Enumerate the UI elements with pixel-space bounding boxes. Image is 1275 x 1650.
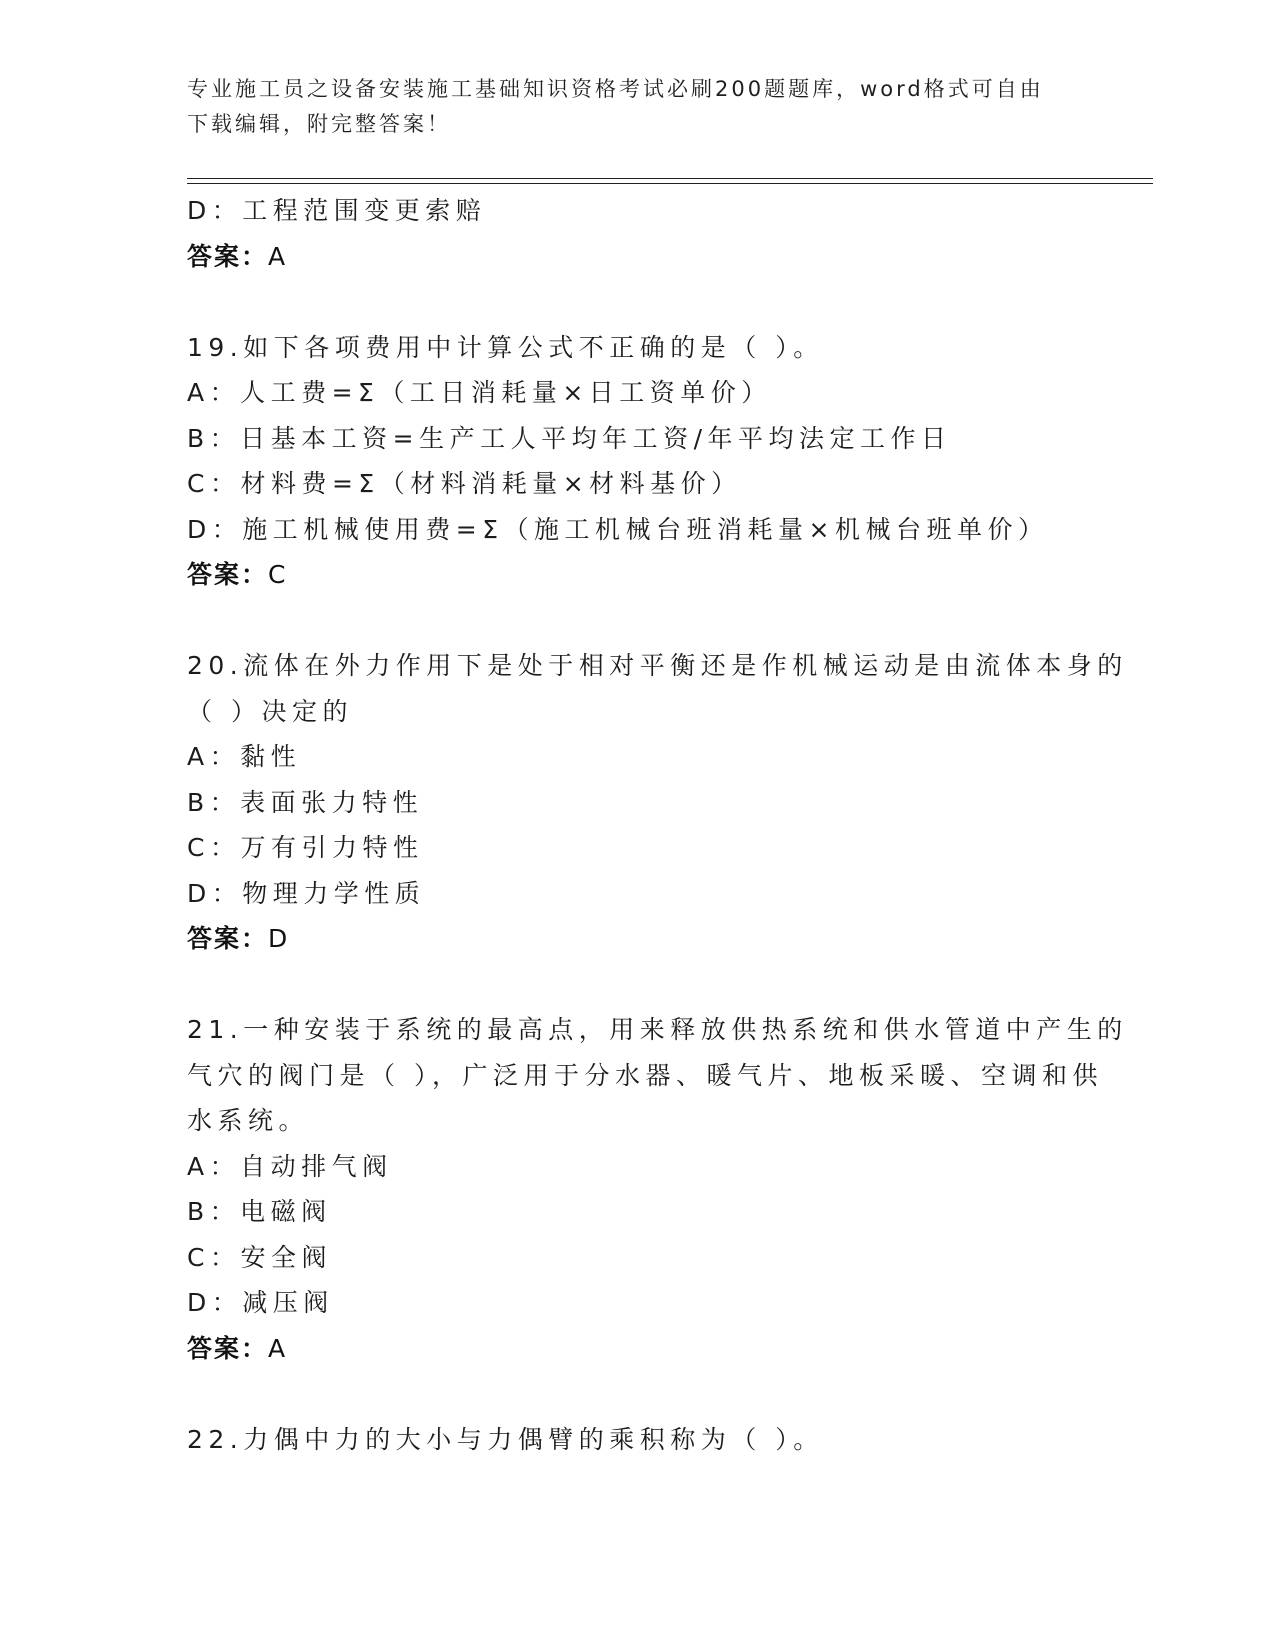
- spacer: [187, 962, 1087, 1008]
- option-b: B：电磁阀: [187, 1197, 332, 1226]
- answer-label: 答案：: [187, 241, 269, 271]
- option-b: B：表面张力特性: [187, 787, 424, 817]
- question-block-18: [187, 188, 1087, 279]
- spacer: [187, 1371, 1087, 1417]
- header-divider-bottom: [187, 183, 1153, 184]
- option-c: C：材料费=Σ（材料消耗量×材料基价）: [187, 469, 742, 498]
- answer-value: C: [268, 560, 286, 589]
- spacer: [187, 598, 1087, 644]
- answer-label: 答案：: [187, 924, 269, 953]
- option-a: A：黏性: [187, 742, 302, 771]
- header-line-2: 下载编辑，附完整答案！: [187, 112, 451, 136]
- question-text-continued: （ ）决定的: [187, 696, 353, 726]
- question-text-continued: 气穴的阀门是（ ），广泛用于分水器、暖气片、地板采暖、空调和供: [187, 1060, 1103, 1090]
- option-d: D：物理力学性质: [187, 878, 426, 908]
- answer-line: [187, 234, 1087, 280]
- option-d: D：施工机械使用费=Σ（施工机械台班消耗量×机械台班单价）: [187, 514, 1049, 544]
- answer-value: D: [268, 924, 288, 953]
- answer-label: 答案：: [187, 560, 269, 589]
- option-b: B：日基本工资=生产工人平均年工资/年平均法定工作日: [187, 423, 952, 453]
- document-header: [187, 72, 1067, 142]
- option-a: A：人工费=Σ（工日消耗量×日工资单价）: [187, 378, 772, 407]
- answer-label: 答案：: [187, 1333, 269, 1363]
- question-text: 22.力偶中力的大小与力偶臂的乘积称为（ ）。: [187, 1424, 824, 1454]
- question-text: 20.流体在外力作用下是处于相对平衡还是作机械运动是由流体本身的: [187, 651, 1128, 680]
- question-block-22: [187, 1417, 1087, 1463]
- answer-value: A: [268, 1333, 286, 1363]
- question-text-continued: 水系统。: [187, 1106, 310, 1135]
- option-a: A：自动排气阀: [187, 1151, 393, 1181]
- spacer: [187, 279, 1087, 325]
- header-divider-top: [187, 178, 1153, 179]
- option-c: C：万有引力特性: [187, 833, 424, 862]
- question-block-20: [187, 643, 1128, 962]
- option-d: D：减压阀: [187, 1288, 334, 1317]
- question-block-19: [187, 325, 1087, 598]
- question-text: 21.一种安装于系统的最高点，用来释放供热系统和供水管道中产生的: [187, 1015, 1128, 1044]
- option-c: C：安全阀: [187, 1242, 332, 1272]
- question-content: [187, 188, 1128, 1462]
- header-line-1: 专业施工员之设备安装施工基础知识资格考试必刷200题题库，word格式可自由: [187, 77, 1044, 101]
- question-block-21: [187, 1007, 1128, 1371]
- answer-value: A: [268, 241, 286, 271]
- question-text: 19.如下各项费用中计算公式不正确的是（ ）。: [187, 332, 824, 362]
- answer-line: [187, 916, 1087, 962]
- answer-line: [187, 552, 1087, 598]
- option-d: D：工程范围变更索赔: [187, 196, 487, 225]
- answer-line: [187, 1326, 1087, 1372]
